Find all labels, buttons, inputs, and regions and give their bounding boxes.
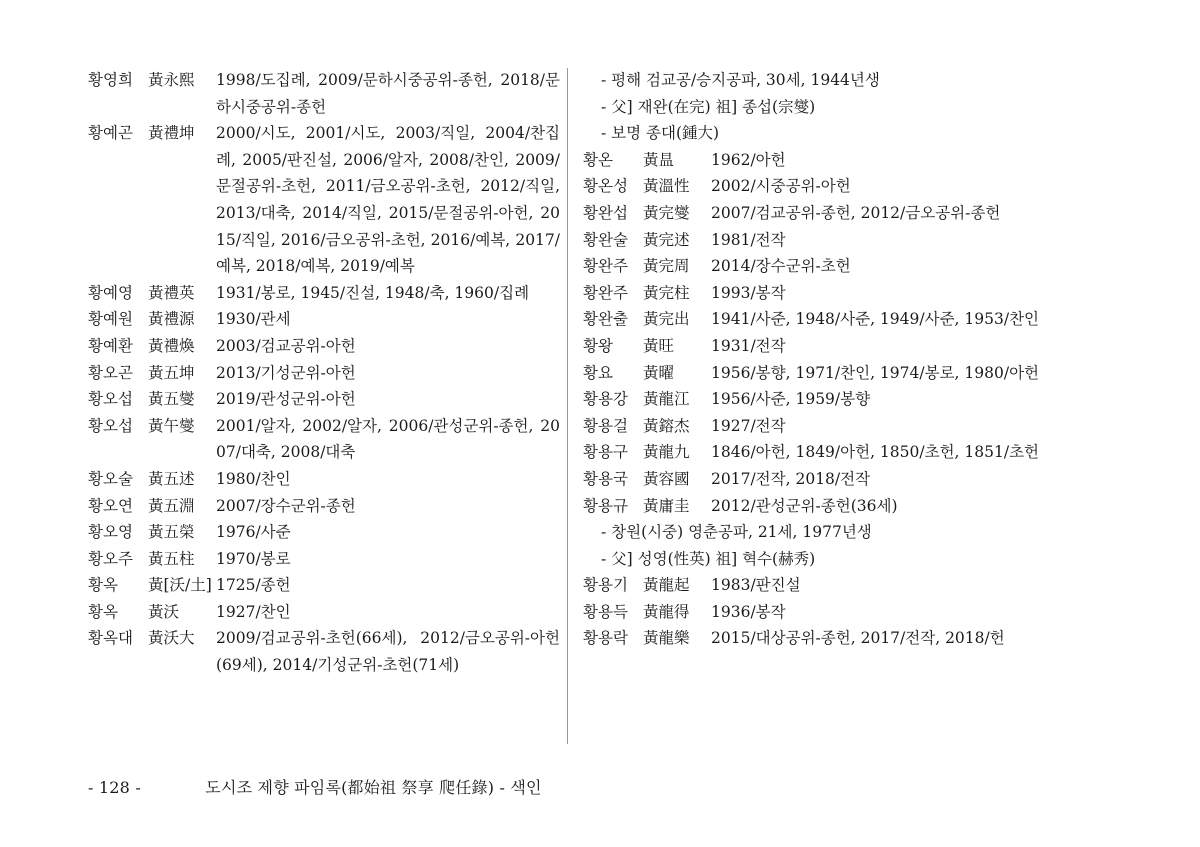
genealogy-note: - 보명 종대(鍾大) [601, 124, 720, 143]
record-list: 2002/시중공위-아헌 [711, 177, 851, 196]
record-list: 2003/검교공위-아헌 [216, 336, 356, 355]
record-list: 2009/검교공위-초헌(66세), 2012/금오공위-아헌(69세), 2014/기성군위-초헌(71세) [216, 629, 560, 675]
record-list: 2017/전작, 2018/전작 [711, 469, 871, 488]
record-list: 2013/기성군위-아헌 [216, 363, 356, 382]
index-entry [88, 413, 560, 466]
person-hanja: 黃五榮 [148, 523, 195, 542]
person-hanja: 黃五坤 [148, 363, 195, 382]
person-name: 황용국 [583, 469, 628, 488]
record-list: 1976/사준 [216, 523, 291, 542]
person-name: 황옥 [88, 576, 118, 595]
left-column [88, 67, 560, 679]
genealogy-note: - 父] 성영(性英) 祖] 혁수(赫秀) [601, 549, 816, 568]
person-name: 황오주 [88, 549, 133, 568]
person-name: 황예원 [88, 310, 133, 329]
book-title: 도시조 제향 파임록(都始祖 祭享 爬任錄) - 색인 [205, 778, 542, 797]
person-name: 황용득 [583, 602, 628, 621]
record-list: 1956/사준, 1959/봉향 [711, 390, 871, 409]
person-name: 황오술 [88, 469, 133, 488]
index-entry [88, 120, 560, 280]
person-hanja: 黃禮英 [148, 283, 195, 302]
person-hanja: 黃昷 [643, 150, 675, 169]
person-hanja: 黃完柱 [643, 283, 690, 302]
person-name: 황용기 [583, 576, 628, 595]
record-list: 1936/봉작 [711, 602, 786, 621]
person-name: 황요 [583, 363, 613, 382]
person-name: 황용규 [583, 496, 628, 515]
index-entry [583, 360, 1063, 387]
person-name: 황온성 [583, 177, 628, 196]
person-hanja: 黃龍得 [643, 602, 690, 621]
index-entry [583, 625, 1063, 652]
record-list: 1931/봉로, 1945/진설, 1948/축, 1960/집례 [216, 283, 530, 302]
index-entry [88, 280, 560, 307]
person-name: 황용락 [583, 629, 628, 648]
person-name: 황오섭 [88, 390, 133, 409]
record-list: 1962/아헌 [711, 150, 786, 169]
person-hanja: 黃龍起 [643, 576, 690, 595]
index-entry [583, 572, 1063, 599]
person-hanja: 黃龍樂 [643, 629, 690, 648]
record-list: 2007/장수군위-종헌 [216, 496, 356, 515]
person-name: 황용구 [583, 443, 628, 462]
person-hanja: 黃五述 [148, 469, 195, 488]
page-footer [88, 775, 542, 798]
person-hanja: 黃五燮 [148, 390, 195, 409]
index-entry [88, 572, 560, 599]
person-name: 황용걸 [583, 416, 628, 435]
record-list: 2000/시도, 2001/시도, 2003/직일, 2004/찬집례, 2005/판진설, 2006/알자, 2008/찬인, 2009/문절공위-초헌, 2011/금오공위-초헌, 2012/직일, 2013/대축, 2014/직일, 2015/문절공위-아헌, 2015/직일, 2016/금오공위-초헌, 2016/예복, 2017/예복, 2018/예복, 2019/예복 [216, 124, 560, 276]
record-list: 1846/아헌, 1849/아헌, 1850/초헌, 1851/초헌 [711, 443, 1040, 462]
person-name: 황완섭 [583, 203, 628, 222]
person-name: 황오영 [88, 523, 133, 542]
person-hanja: 黃鎔杰 [643, 416, 690, 435]
person-hanja: 黃沃 [148, 602, 180, 621]
person-hanja: 黃五淵 [148, 496, 195, 515]
record-list: 2019/관성군위-아헌 [216, 390, 356, 409]
index-entry [583, 333, 1063, 360]
record-list: 2007/검교공위-종헌, 2012/금오공위-종헌 [711, 203, 1001, 222]
record-list: 2012/관성군위-종헌(36세) [711, 496, 898, 515]
index-entry [583, 386, 1063, 413]
person-hanja: 黃曜 [643, 363, 675, 382]
person-hanja: 黃完周 [643, 257, 690, 276]
person-hanja: 黃永熙 [148, 71, 195, 89]
record-list: 1970/봉로 [216, 549, 291, 568]
record-list: 1931/전작 [711, 336, 786, 355]
index-entry [583, 493, 1063, 520]
record-list: 1998/도집례, 2009/문하시중공위-종헌, 2018/문하시중공위-종헌 [216, 71, 560, 116]
index-entry [88, 360, 560, 387]
person-name: 황완주 [583, 283, 628, 302]
person-hanja: 黃午燮 [148, 416, 195, 435]
genealogy-note: - 창원(시중) 영춘공파, 21세, 1977년생 [601, 523, 872, 542]
person-hanja: 黃龍江 [643, 390, 690, 409]
person-hanja: 黃禮煥 [148, 336, 195, 355]
person-name: 황완주 [583, 257, 628, 276]
index-entry [88, 466, 560, 493]
index-entry [583, 413, 1063, 440]
person-name: 황온 [583, 150, 613, 169]
index-entry [88, 333, 560, 360]
person-hanja: 黃完述 [643, 230, 690, 249]
person-name: 황예영 [88, 283, 133, 302]
index-entry [583, 253, 1063, 280]
person-name: 황예환 [88, 336, 133, 355]
index-entry [88, 67, 560, 120]
person-hanja: 黃[沃/土] [148, 576, 212, 595]
index-entry [583, 147, 1063, 174]
person-hanja: 黃禮坤 [148, 124, 195, 143]
person-hanja: 黃禮源 [148, 310, 195, 329]
index-entry [88, 519, 560, 546]
index-entry [583, 227, 1063, 254]
index-entry [583, 439, 1063, 466]
record-list: 2001/알자, 2002/알자, 2006/관성군위-종헌, 2007/대축, 2008/대축 [216, 416, 560, 462]
record-list: 2014/장수군위-초헌 [711, 257, 851, 276]
record-list: 1956/봉향, 1971/찬인, 1974/봉로, 1980/아헌 [711, 363, 1040, 382]
index-entry [88, 599, 560, 626]
record-list: 1927/전작 [711, 416, 786, 435]
person-name: 황오섭 [88, 416, 133, 435]
record-list: 1927/찬인 [216, 602, 291, 621]
record-list: 1930/관세 [216, 310, 291, 329]
record-list: 1981/전작 [711, 230, 786, 249]
person-hanja: 黃完燮 [643, 203, 690, 222]
index-entry [88, 625, 560, 678]
right-column [583, 67, 1063, 652]
person-hanja: 黃龍九 [643, 443, 690, 462]
person-name: 황오곤 [88, 363, 133, 382]
column-divider [567, 68, 568, 744]
person-name: 황옥 [88, 602, 118, 621]
person-hanja: 黃容國 [643, 469, 690, 488]
person-hanja: 黃旺 [643, 336, 675, 355]
person-name: 황완술 [583, 230, 628, 249]
index-entry [88, 546, 560, 573]
person-hanja: 黃沃大 [148, 629, 195, 648]
person-name: 황완출 [583, 310, 628, 329]
page-number: - 128 - [88, 778, 141, 797]
index-entry [88, 306, 560, 333]
index-entry [583, 280, 1063, 307]
person-hanja: 黃庸圭 [643, 496, 690, 515]
record-list: 1725/종헌 [216, 576, 291, 595]
person-name: 황왕 [583, 336, 613, 355]
person-hanja: 黃完出 [643, 310, 690, 329]
person-name: 황영희 [88, 71, 133, 89]
index-entry [583, 200, 1063, 227]
person-name: 황용강 [583, 390, 628, 409]
index-entry [88, 493, 560, 520]
person-hanja: 黃五柱 [148, 549, 195, 568]
record-list: 2015/대상공위-종헌, 2017/전작, 2018/헌 [711, 629, 1005, 648]
index-entry [583, 599, 1063, 626]
record-list: 1983/판진설 [711, 576, 801, 595]
index-entry [583, 466, 1063, 493]
genealogy-note: - 평해 검교공/승지공파, 30세, 1944년생 [601, 71, 880, 89]
index-entry [88, 386, 560, 413]
record-list: 1980/찬인 [216, 469, 291, 488]
index-entry [583, 306, 1063, 333]
genealogy-note: - 父] 재완(在完) 祖] 종섭(宗燮) [601, 97, 816, 116]
person-name: 황예곤 [88, 124, 133, 143]
index-entry [583, 173, 1063, 200]
record-list: 1941/사준, 1948/사준, 1949/사준, 1953/찬인 [711, 310, 1040, 329]
person-hanja: 黃溫性 [643, 177, 690, 196]
record-list: 1993/봉작 [711, 283, 786, 302]
person-name: 황오연 [88, 496, 133, 515]
person-name: 황옥대 [88, 629, 133, 648]
